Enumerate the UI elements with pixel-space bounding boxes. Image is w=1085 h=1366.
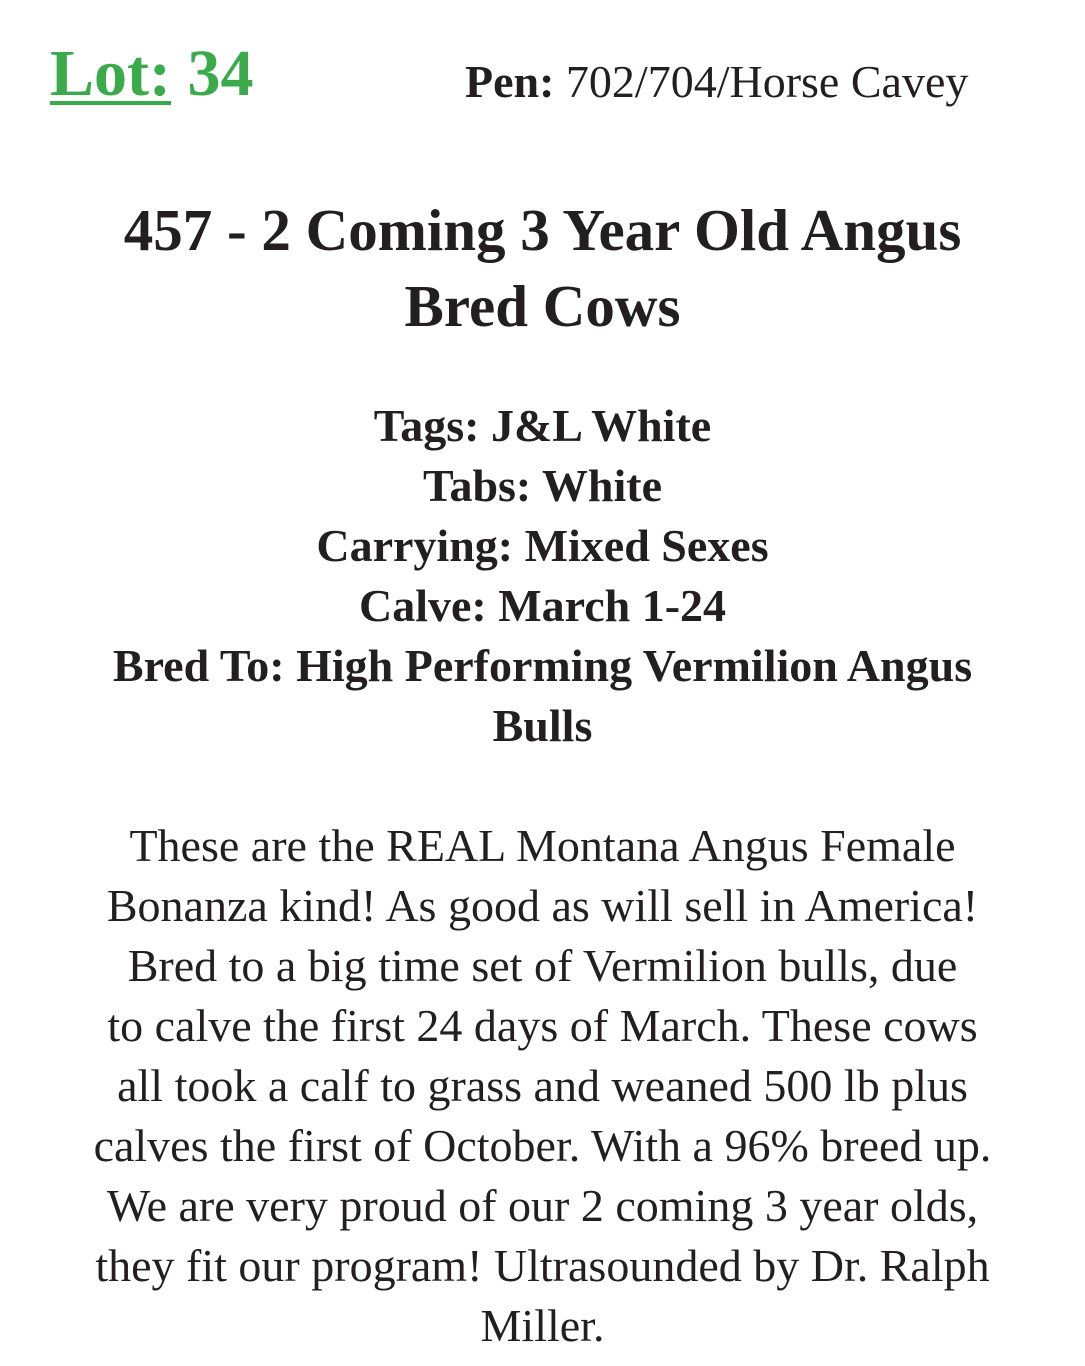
description-line: they fit our program! Ultrasounded by Dr. Ralph — [95, 1240, 990, 1291]
lot-details — [30, 396, 1055, 756]
description-line: Miller. — [480, 1300, 605, 1351]
pen-label: Pen: — [465, 56, 555, 107]
description-line: to calve the first 24 days of March. These cows — [107, 1000, 978, 1051]
description-line: Bonanza kind! As good as will sell in America! — [106, 880, 979, 931]
description-line: Bred to a big time set of Vermilion bulls, due — [127, 940, 958, 991]
description-line: all took a calf to grass and weaned 500 lb plus — [117, 1060, 968, 1111]
lot-label: Lot: — [50, 37, 171, 110]
lot-title-line-1: 457 - 2 Coming 3 Year Old Angus — [123, 197, 962, 263]
lot-title — [40, 192, 1045, 344]
lot-heading — [50, 34, 253, 114]
detail-bred-to: Bred To: High Performing Vermilion Angus — [112, 640, 973, 691]
lot-description — [30, 816, 1055, 1356]
pen-info — [465, 52, 968, 112]
detail-tabs: Tabs: White — [422, 460, 663, 511]
lot-header — [0, 0, 1085, 120]
detail-calve: Calve: March 1-24 — [358, 580, 727, 631]
pen-value: 702/704/Horse Cavey — [565, 56, 969, 107]
detail-carrying: Carrying: Mixed Sexes — [316, 520, 769, 571]
description-line: These are the REAL Montana Angus Female — [129, 820, 956, 871]
description-line: calves the first of October. With a 96% breed up. — [93, 1120, 992, 1171]
lot-number: 34 — [187, 37, 254, 110]
detail-tags: Tags: J&L White — [373, 400, 712, 451]
description-line: We are very proud of our 2 coming 3 year olds, — [106, 1180, 979, 1231]
lot-title-line-2: Bred Cows — [404, 273, 681, 339]
detail-bred-to-continued: Bulls — [492, 700, 593, 751]
